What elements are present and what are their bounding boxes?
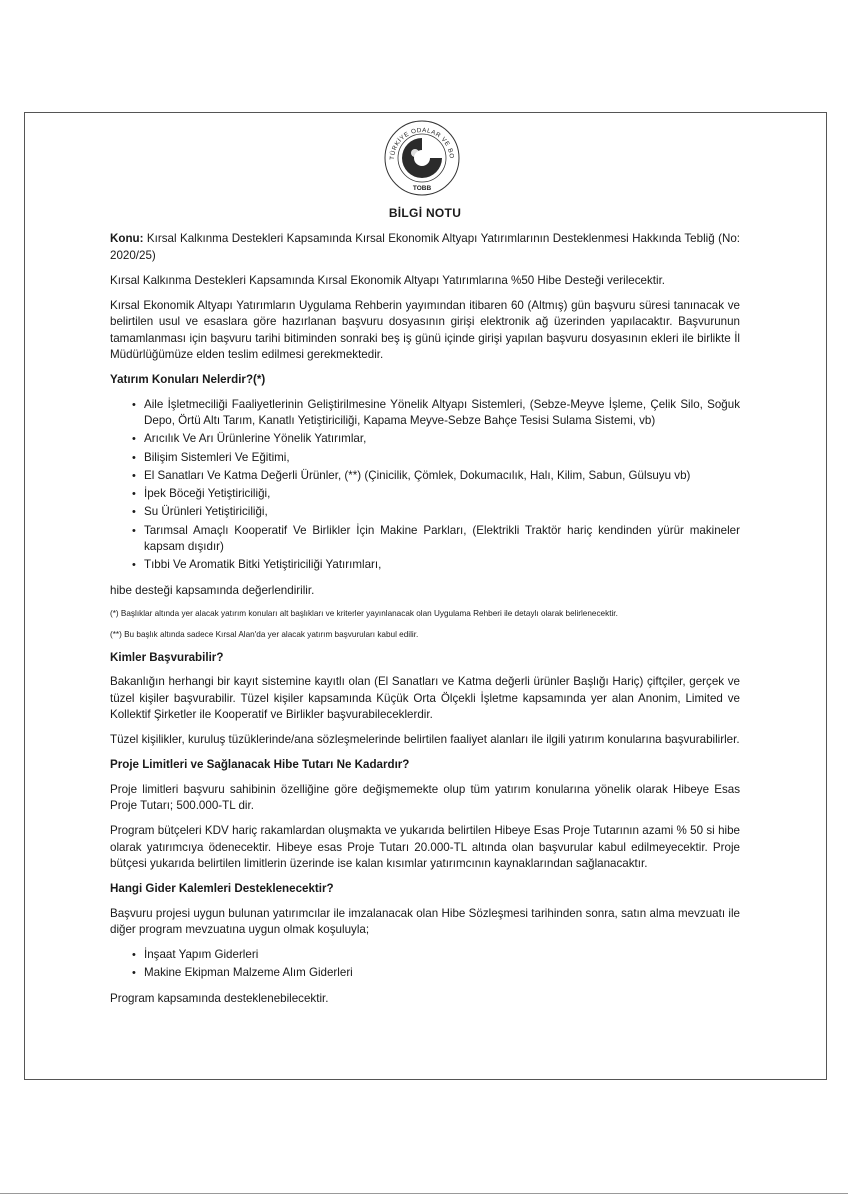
list-item: • Makine Ekipman Malzeme Alım Giderleri — [110, 965, 740, 981]
investment-topics-list — [110, 397, 740, 574]
subject-label: Konu: — [110, 232, 144, 246]
bullet-icon: • — [132, 488, 136, 501]
list-item: • Arıcılık Ve Arı Ürünlerine Yönelik Yatırımlar, — [110, 431, 740, 447]
tobb-logo — [382, 118, 462, 198]
list-item: • Tarımsal Amaçlı Kooperatif Ve Birlikler İçin Makine Parkları, (Elektrikli Traktör hariç kendinden yürür makineler kapsam dışıdır) — [132, 523, 740, 554]
section-heading-project-limits: Proje Limitleri ve Sağlanacak Hibe Tutarı Ne Kadardır? — [110, 758, 410, 772]
eligibility-paragraph: Tüzel kişilikler, kuruluş tüzüklerinde/ana sözleşmelerinde belirtilen faaliyet alanları ile ilgili yatırım konularına başvurabilirler. — [110, 733, 740, 747]
limits-paragraph: Program bütçeleri KDV hariç rakamlardan oluşmakta ve yukarıda belirtilen Hibeye Esas Proje Tutarının azami % 50 si hibe olarak yatırımcıya ödenecektir. Hibeye esas Proje Tutarı 20.000-TL altında olan başvurular kabul edilmeyecektir. Proje bütçesi yukarıda belirtilen limitlerin üzerinde ise kalan kısımlar yatırımcının kaynaklarından sağlanacaktır. — [110, 824, 740, 870]
page-title: BİLGİ NOTU — [388, 206, 462, 220]
section-heading-investment-topics: Yatırım Konuları Nelerdir?(*) — [110, 373, 266, 387]
logo-abbr: TOBB — [412, 185, 432, 192]
bullet-icon: • — [132, 469, 136, 482]
bullet-icon: • — [132, 451, 136, 464]
section-heading-expense-items: Hangi Gider Kalemleri Desteklenecektir? — [110, 882, 334, 896]
document-body — [110, 205, 740, 1016]
expense-closing: Program kapsamında desteklenebilecektir. — [110, 991, 329, 1005]
limits-paragraph: Proje limitleri başvuru sahibinin özelliğine göre değişmemekte olup tüm yatırım konularına yönelik olarak Hibeye Esas Proje Tutarı; 500.000-TL dir. — [110, 782, 740, 813]
intro-paragraph: Kırsal Ekonomik Altyapı Yatırımların Uygulama Rehberin yayımından itibaren 60 (Altmış) gün başvuru süresi tanınacak ve belirtilen usul ve esaslara göre hazırlanan başvuru dosyasının girişi elektronik ağ üzerinden yapılacaktır. Başvurunun tamamlanması için başvuru tarihi bitiminden sonraki beş iş günü içinde girişi yapılan başvuru dosyasının ekleri ile birlikte İl Müdürlüğümüze elden teslim edilmesi gerekmektedir. — [110, 299, 740, 362]
logo-arc-text: TÜRKİYE ODALAR VE BO — [388, 126, 456, 161]
bullet-icon: • — [132, 506, 136, 519]
investment-closing: hibe desteği kapsamında değerlendirilir. — [110, 583, 315, 597]
list-item: • Bilişim Sistemleri Ve Eğitimi, — [110, 450, 740, 466]
bullet-icon: • — [132, 967, 136, 980]
intro-paragraph: Kırsal Kalkınma Destekleri Kapsamında Kırsal Ekonomik Altyapı Yatırımlarına %50 Hibe Desteği verilecektir. — [110, 273, 666, 287]
list-item: • Aile İşletmeciliği Faaliyetlerinin Geliştirilmesine Yönelik Altyapı Sistemleri, (Sebze-Meyve İşleme, Çelik Silo, Soğuk Depo, Örtü Altı Tarım, Kanatlı Yetiştiriciliği, Kapama Meyve-Sebze Bahçe Tesisi Sulama Sistemi, vb) — [132, 397, 740, 427]
list-item: • Tıbbi Ve Aromatik Bitki Yetiştiriciliği Yatırımları, — [110, 557, 740, 573]
bullet-icon: • — [132, 524, 136, 537]
expense-intro: Başvuru projesi uygun bulunan yatırımcılar ile imzalanacak olan Hibe Sözleşmesi tarihinden sonra, satın alma mevzuatı ile diğer program mevzuatına uygun olmak koşuluyla; — [110, 906, 740, 936]
subject-text: Kırsal Kalkınma Destekleri Kapsamında Kırsal Ekonomik Altyapı Yatırımlarının Desteklenmesi Hakkında Tebliğ (No: 2020/25) — [110, 232, 740, 262]
bullet-icon: • — [132, 559, 136, 572]
list-item: • Su Ürünleri Yetiştiriciliği, — [110, 504, 740, 520]
bullet-icon: • — [132, 398, 136, 411]
bottom-rule — [0, 1193, 848, 1194]
bullet-icon: • — [132, 949, 136, 962]
expense-items-list — [110, 947, 740, 982]
list-item: • El Sanatları Ve Katma Değerli Ürünler, (**) (Çinicilik, Çömlek, Dokumacılık, Halı, Kilim, Sabun, Gülsuyu vb) — [110, 468, 740, 484]
footnote-2: (**) Bu başlık altında sadece Kırsal Alan'da yer alacak yatırım başvuruları kabul edilir. — [110, 629, 419, 639]
list-item: • İnşaat Yapım Giderleri — [110, 947, 740, 963]
footnote-1: (*) Başlıklar altında yer alacak yatırım konuları alt başlıkları ve kriterler yayınlanacak olan Uygulama Rehberi ile detaylı olarak belirlenecektir. — [110, 608, 618, 618]
subject-line — [110, 231, 740, 264]
list-item: • İpek Böceği Yetiştiriciliği, — [110, 486, 740, 502]
bullet-icon: • — [132, 433, 136, 446]
section-heading-who-can-apply: Kimler Başvurabilir? — [110, 650, 224, 664]
eligibility-paragraph: Bakanlığın herhangi bir kayıt sistemine kayıtlı olan (El Sanatları ve Katma değerli ürünler Başlığı Hariç) çiftçiler, gerçek ve tüzel kişiler başvurabilir. Tüzel kişiler kapsamında Küçük Orta Ölçekli İşletme kapsamında yer alan Anonim, Limited ve Kollektif Şirketler ile Kooperatif ve Birlikler başvurabileceklerdir. — [110, 675, 740, 721]
